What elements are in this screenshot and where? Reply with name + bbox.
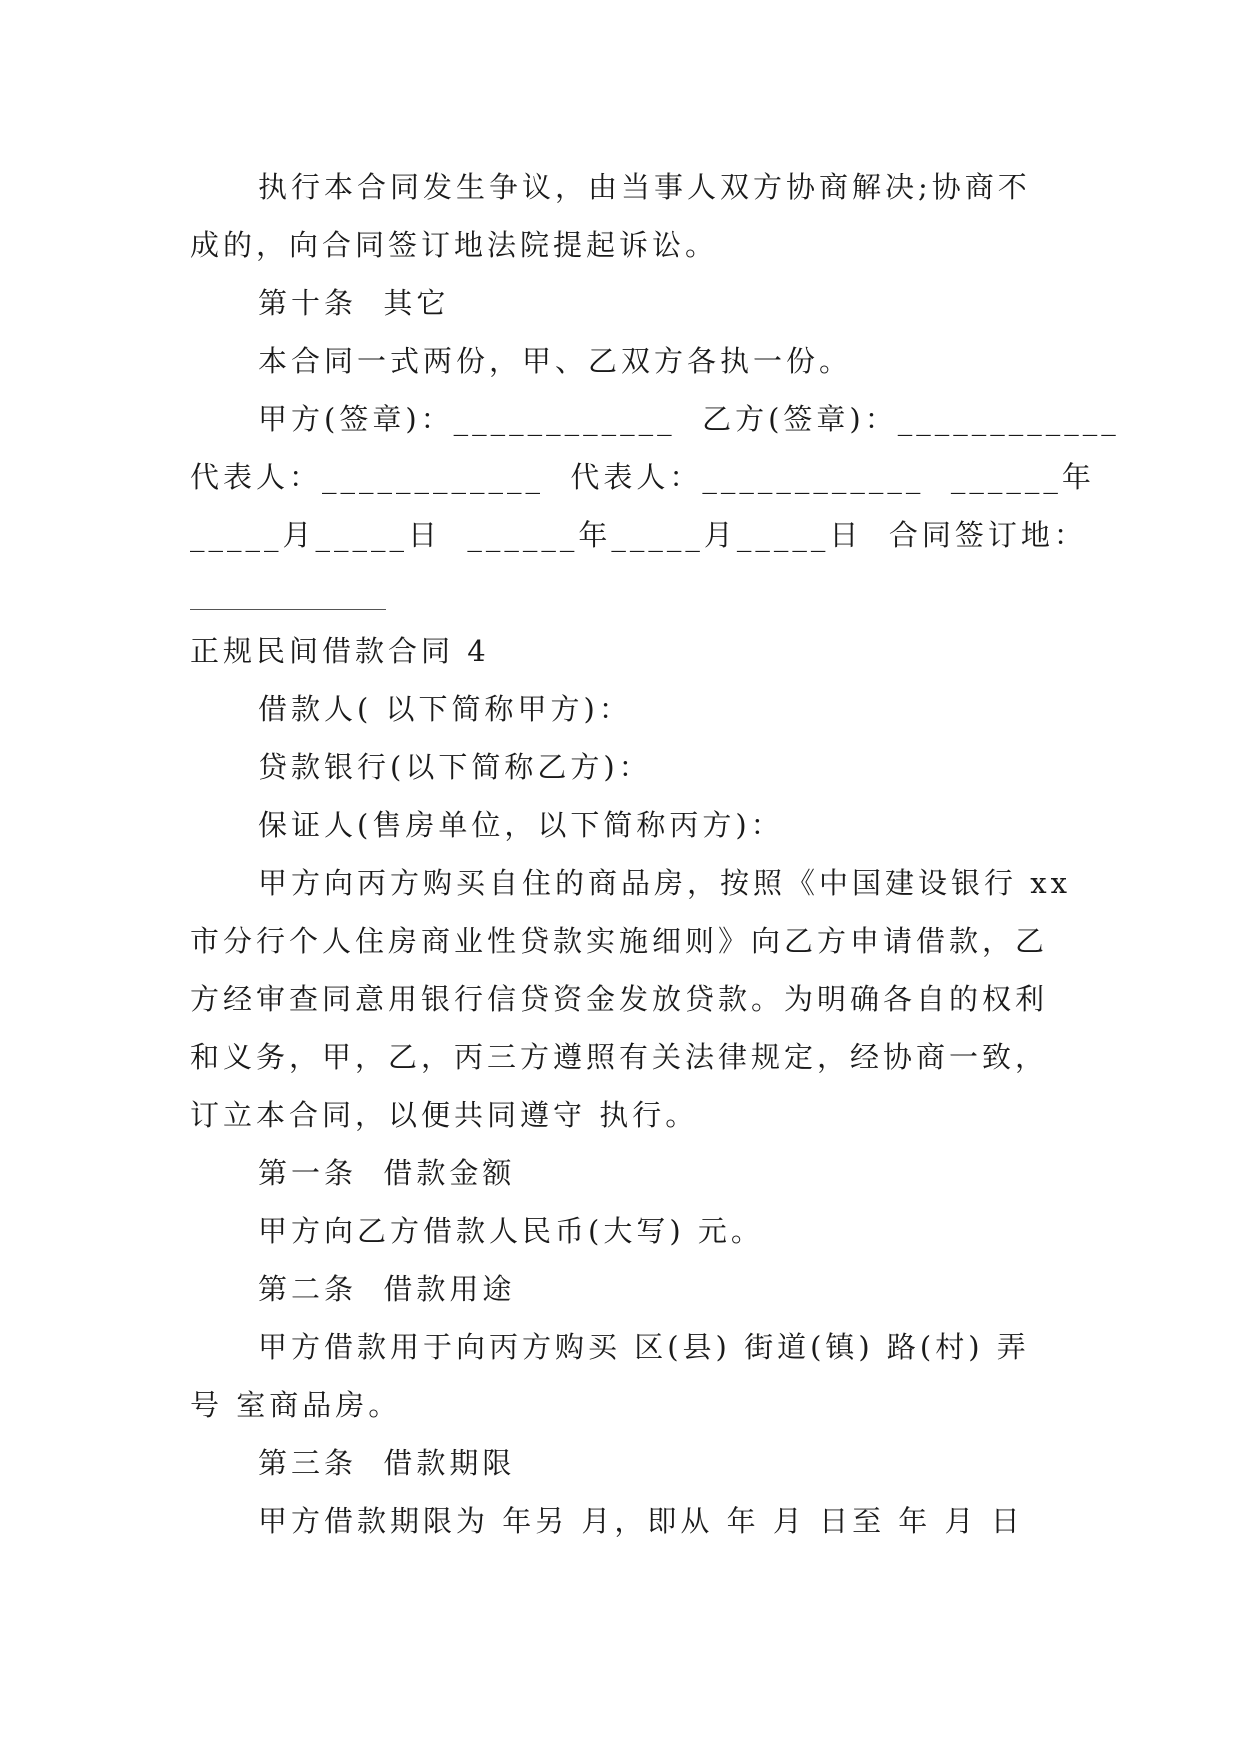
text-line: 第二条 借款用途 (258, 1272, 516, 1306)
text-line: 第一条 借款金额 (258, 1156, 516, 1190)
text-line: _____月_____日 ______年_____月_____日 合同签订地： (190, 518, 1087, 552)
text-line: 本合同一式两份，甲、乙双方各执一份。 (258, 344, 853, 378)
document-page (190, 158, 1120, 1550)
text-line: 第三条 借款期限 (258, 1446, 516, 1480)
text-line: 和义务，甲，乙，丙三方遵照有关法律规定，经协商一致， (190, 1040, 1049, 1074)
text-line: 代表人：____________ 代表人：____________ ______年 (190, 460, 1095, 494)
text-line: 甲方向丙方购买自住的商品房，按照《中国建设银行 xx (258, 866, 1071, 900)
signature-place-blank (190, 564, 1070, 622)
text-line: 正规民间借款合同 4 (190, 634, 490, 668)
text-line: 甲方(签章)：____________ 乙方(签章)：____________ (258, 402, 1120, 436)
text-line: 第十条 其它 (258, 286, 450, 320)
text-line: 市分行个人住房商业性贷款实施细则》向乙方申请借款，乙 (190, 924, 1049, 958)
text-line: 成的，向合同签订地法院提起诉讼。 (190, 228, 719, 262)
text-line: 号 室商品房。 (190, 1388, 402, 1422)
text-line: 订立本合同，以便共同遵守 执行。 (190, 1098, 699, 1132)
underline-rule (190, 609, 386, 610)
text-line: 借款人( 以下简称甲方)： (258, 692, 632, 726)
text-line: 贷款银行(以下简称乙方)： (258, 750, 652, 784)
text-line: 甲方借款期限为 年另 月，即从 年 月 日至 年 月 日 (258, 1504, 1024, 1538)
text-line: 保证人(售房单位，以下简称丙方)： (258, 808, 784, 842)
text-line: 执行本合同发生争议，由当事人双方协商解决;协商不 (258, 170, 1031, 204)
text-line: 甲方向乙方借款人民币(大写) 元。 (258, 1214, 764, 1248)
text-line: 方经审查同意用银行信贷资金发放贷款。为明确各自的权利 (190, 982, 1049, 1016)
text-line: 甲方借款用于向丙方购买 区(县) 街道(镇) 路(村) 弄 (258, 1330, 1030, 1364)
